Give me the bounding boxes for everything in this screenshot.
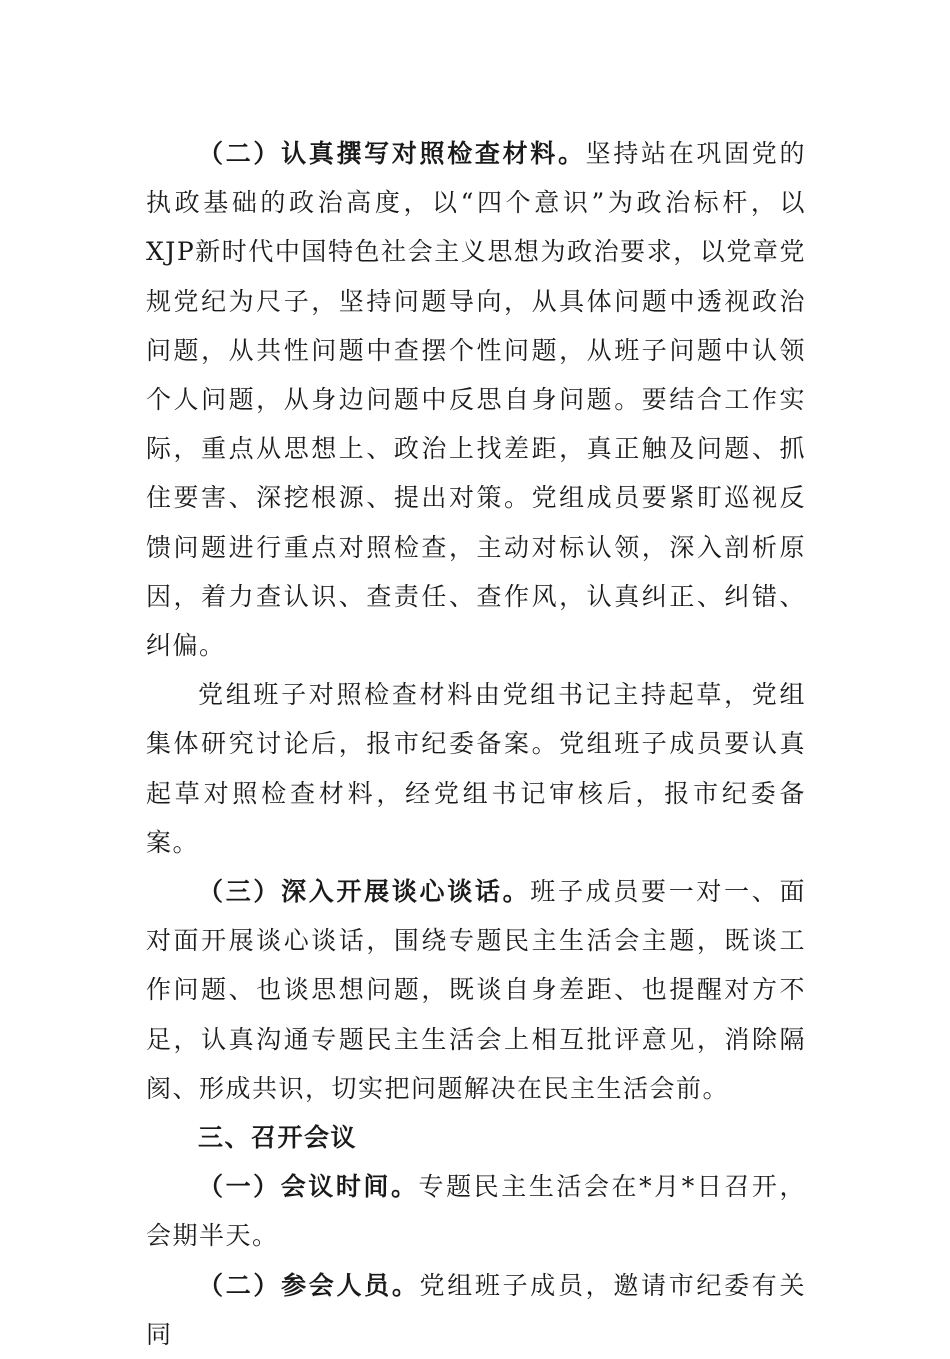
paragraph-text: 党组班子对照检查材料由党组书记主持起草，党组集体研究讨论后，报市纪委备案。党组班子成员要认真起草对照检查材料，经党组书记审核后，报市纪委备案。 <box>146 680 806 857</box>
paragraph-attendees <box>146 1261 806 1359</box>
paragraph-text: 班子成员要一对一、面对面开展谈心谈话，围绕专题民主生活会主题，既谈工作问题、也谈思想问题，既谈自身差距、也提醒对方不足，认真沟通专题民主生活会上相互批评意见，消除隔阂、形成共识，切实把问题解决在民主生活会前。 <box>146 877 806 1103</box>
paragraph-material-drafting <box>146 670 806 867</box>
paragraph-meeting-time <box>146 1162 806 1260</box>
paragraph-lead: （一）会议时间。 <box>198 1172 419 1202</box>
paragraph-writing-materials <box>146 129 806 670</box>
paragraph-lead: （二）认真撰写对照检查材料。 <box>198 139 586 168</box>
paragraph-heart-to-heart-talks <box>146 867 806 1113</box>
paragraph-lead: （三）深入开展谈心谈话。 <box>198 877 531 907</box>
paragraph-lead: （二）参会人员。 <box>198 1270 420 1300</box>
paragraph-text: 党组班子成员，邀请市纪委有关同 <box>146 1270 806 1349</box>
section-heading: 三、召开会议 <box>198 1123 358 1153</box>
paragraph-text: 坚持站在巩固党的执政基础的政治高度，以“四个意识”为政治标杆，以XJP新时代中国特色社会主义思想为政治要求，以党章党规党纪为尺子，坚持问题导向，从具体问题中透视政治问题，从共性问题中查摆个性问题，从班子问题中认领个人问题，从身边问题中反思自身问题。要结合工作实际，重点从思想上、政治上找差距，真正触及问题、抓住要害、深挖根源、提出对策。党组成员要紧盯巡视反馈问题进行重点对照检查，主动对标认领，深入剖析原因，着力查认识、查责任、查作风，认真纠正、纠错、纠偏。 <box>146 139 806 661</box>
document-body <box>146 129 806 1359</box>
paragraph-text: 专题民主生活会在*月*日召开，会期半天。 <box>146 1172 806 1251</box>
